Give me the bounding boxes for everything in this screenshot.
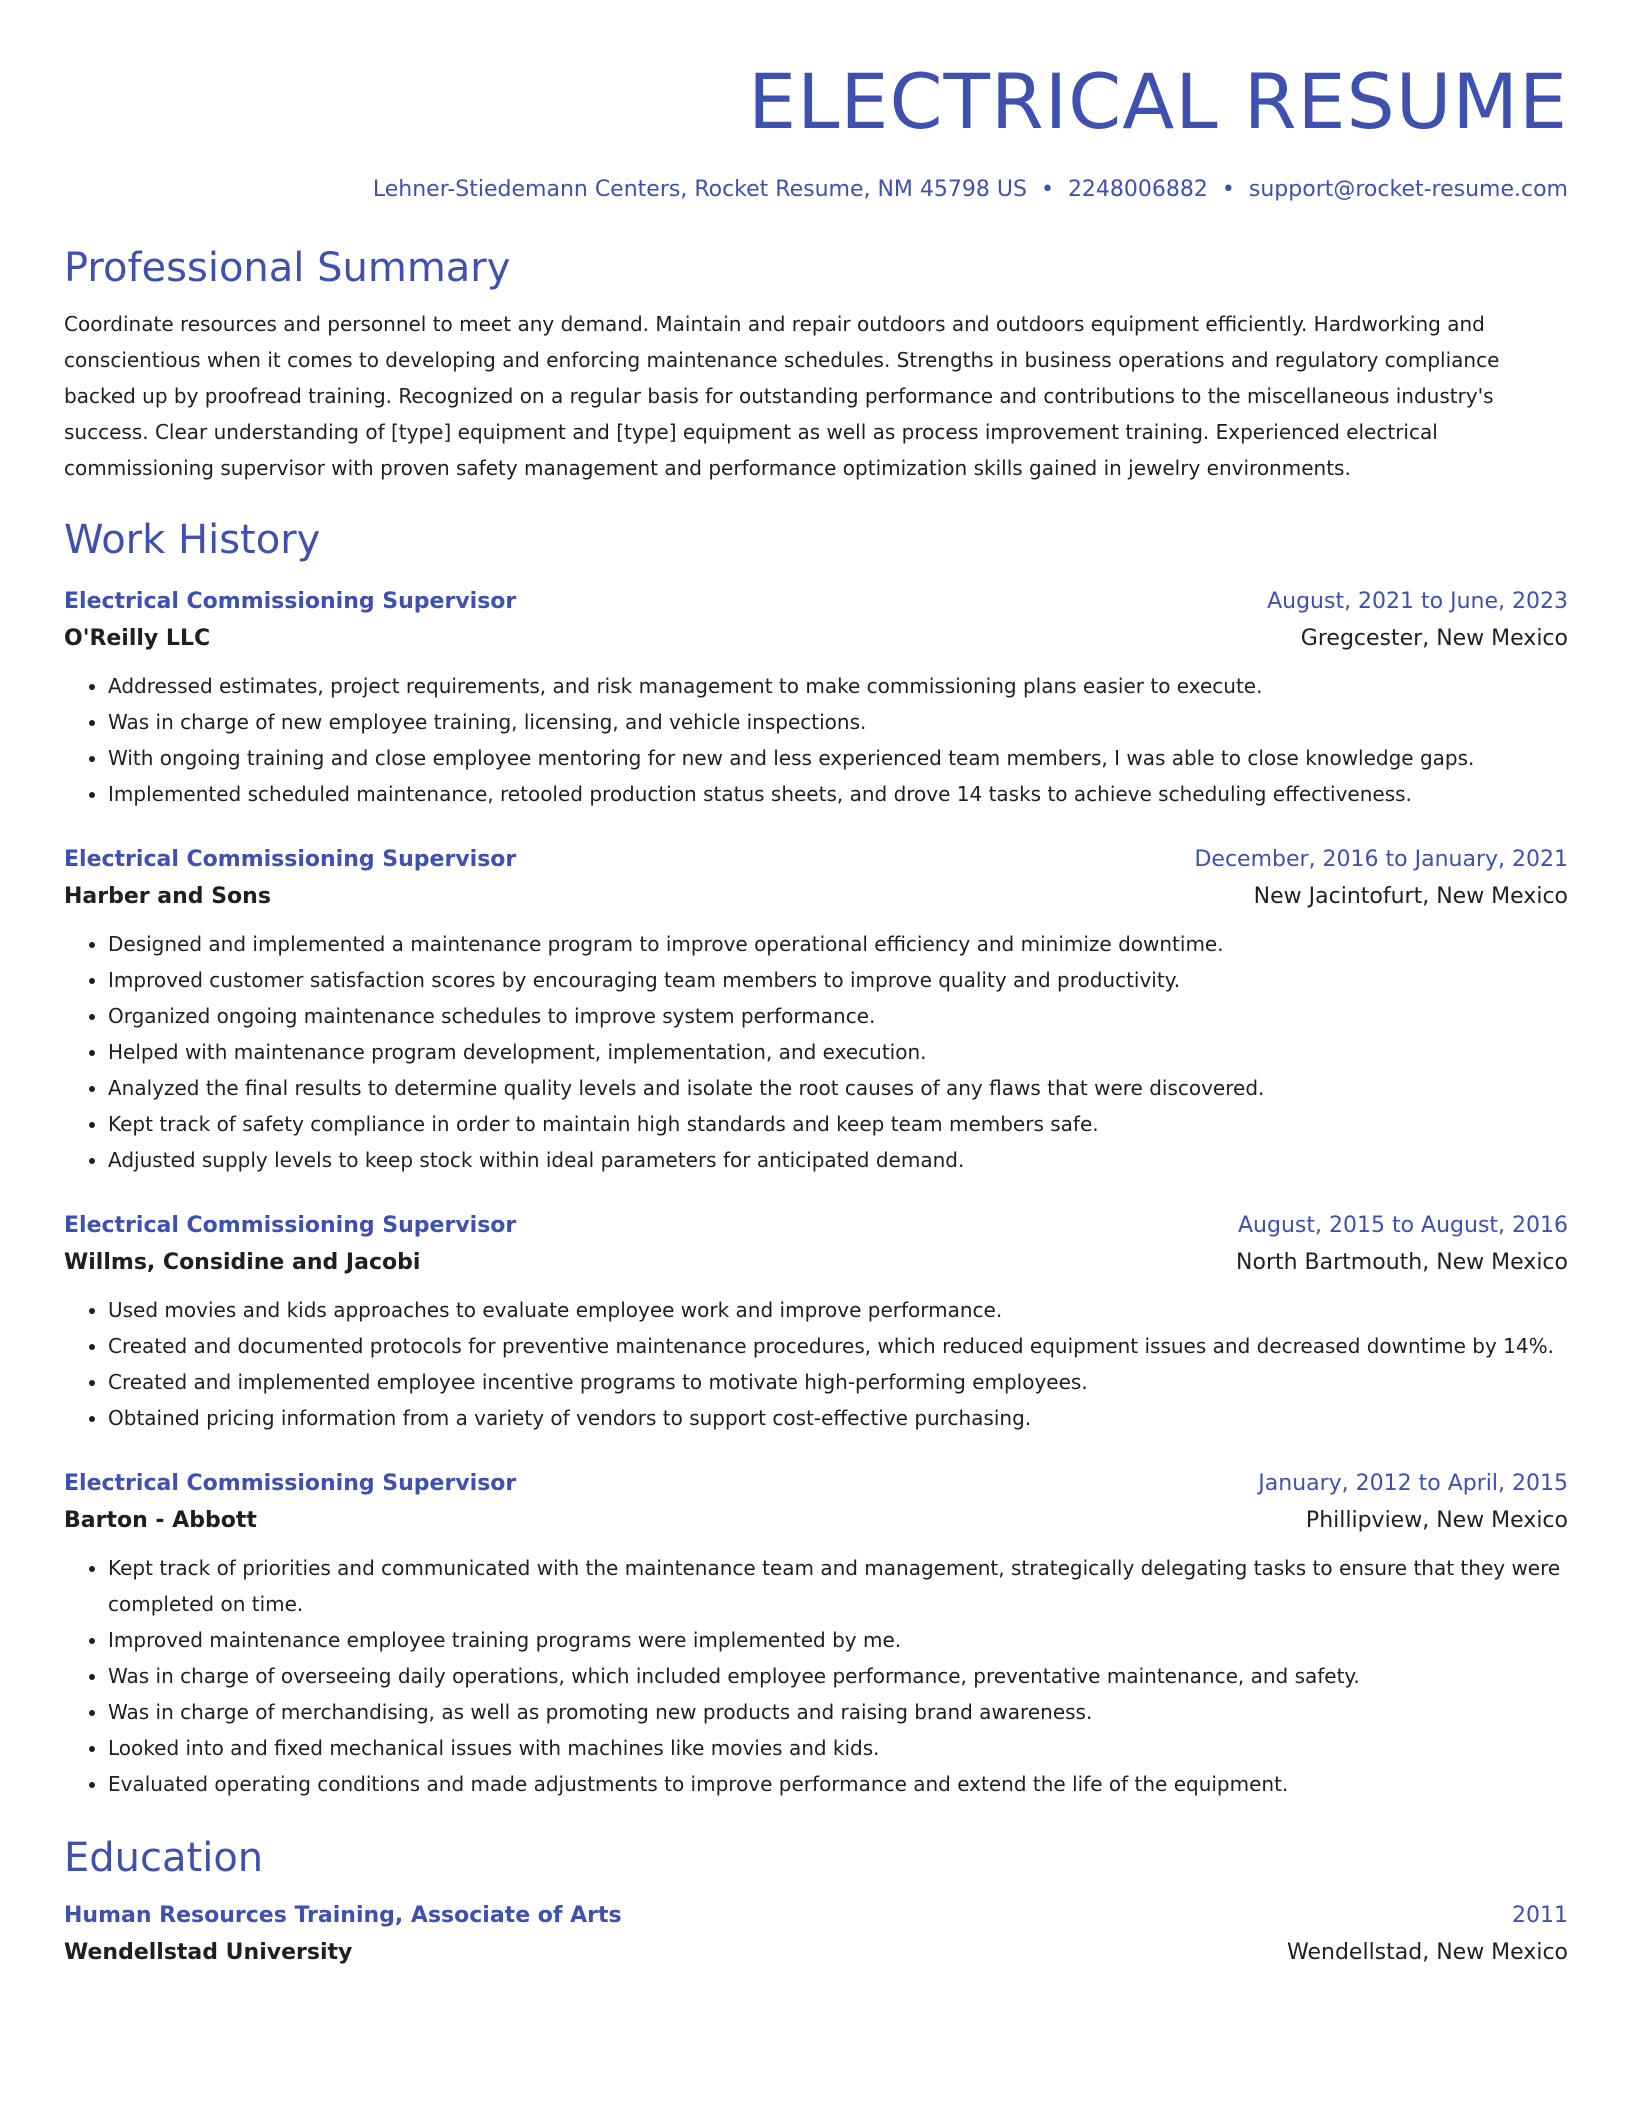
separator-dot: • bbox=[1221, 177, 1235, 202]
job-header-row bbox=[64, 1466, 1568, 1502]
education-year: 2011 bbox=[1512, 1903, 1568, 1928]
bullet-item: • Was in charge of new employee training, licensing, and vehicle inspections. bbox=[108, 704, 1568, 740]
bullet-item: • Created and implemented employee incentive programs to motivate high-performing employees. bbox=[108, 1364, 1568, 1400]
job-dates: December, 2016 to January, 2021 bbox=[1194, 847, 1568, 872]
contact-email[interactable]: support@rocket-resume.com bbox=[1248, 177, 1568, 202]
separator-dot: • bbox=[1040, 177, 1054, 202]
education-entry bbox=[64, 1898, 1568, 1972]
job-list bbox=[64, 584, 1568, 1802]
bullet-item: • Was in charge of merchandising, as well as promoting new products and raising brand awareness. bbox=[108, 1694, 1568, 1730]
job-dates: January, 2012 to April, 2015 bbox=[1258, 1471, 1568, 1496]
job-dates: August, 2021 to June, 2023 bbox=[1267, 589, 1568, 614]
job-title: Electrical Commissioning Supervisor bbox=[64, 847, 517, 872]
job-title: Electrical Commissioning Supervisor bbox=[64, 589, 517, 614]
school-name: Wendellstad University bbox=[64, 1940, 353, 1965]
job-title: Electrical Commissioning Supervisor bbox=[64, 1471, 517, 1496]
bullet-item: • Kept track of priorities and communicated with the maintenance team and management, strategically delegating tasks to ensure that they were completed on time. bbox=[108, 1550, 1568, 1622]
job-company-row bbox=[64, 620, 1568, 658]
bullet-item: • Implemented scheduled maintenance, retooled production status sheets, and drove 14 tasks to achieve scheduling effectiveness. bbox=[108, 776, 1568, 812]
bullet-item: • Adjusted supply levels to keep stock within ideal parameters for anticipated demand. bbox=[108, 1142, 1568, 1178]
section-title-education: Education bbox=[64, 1835, 264, 1881]
job-entry bbox=[64, 1466, 1568, 1802]
bullet-item: • Addressed estimates, project requirements, and risk management to make commissioning plans easier to execute. bbox=[108, 668, 1568, 704]
education-list bbox=[64, 1898, 1568, 1972]
job-bullets bbox=[64, 926, 1568, 1178]
education-header-row bbox=[64, 1898, 1568, 1934]
resume-header bbox=[64, 52, 1568, 206]
job-company-row bbox=[64, 1502, 1568, 1540]
job-dates: August, 2015 to August, 2016 bbox=[1238, 1213, 1568, 1238]
education-school-row bbox=[64, 1934, 1568, 1972]
bullet-item: • Analyzed the final results to determine quality levels and isolate the root causes of any flaws that were discovered. bbox=[108, 1070, 1568, 1106]
job-header-row bbox=[64, 1208, 1568, 1244]
contact-address: Lehner-Stiedemann Centers, Rocket Resume, NM 45798 US bbox=[372, 177, 1027, 202]
contact-phone: 2248006882 bbox=[1067, 177, 1208, 202]
company-name: Barton - Abbott bbox=[64, 1508, 257, 1533]
job-entry bbox=[64, 842, 1568, 1178]
education-section bbox=[64, 1832, 1568, 1972]
contact-line bbox=[64, 174, 1568, 206]
job-location: New Jacintofurt, New Mexico bbox=[1253, 884, 1568, 909]
section-title-summary: Professional Summary bbox=[64, 245, 511, 291]
job-location: Gregcester, New Mexico bbox=[1300, 626, 1568, 651]
bullet-item: • Obtained pricing information from a variety of vendors to support cost-effective purchasing. bbox=[108, 1400, 1568, 1436]
summary-section bbox=[64, 242, 1568, 486]
work-history-section bbox=[64, 514, 1568, 1802]
job-title: Electrical Commissioning Supervisor bbox=[64, 1213, 517, 1238]
bullet-item: • Was in charge of overseeing daily operations, which included employee performance, preventative maintenance, and safety. bbox=[108, 1658, 1568, 1694]
job-company-row bbox=[64, 1244, 1568, 1282]
school-location: Wendellstad, New Mexico bbox=[1287, 1940, 1568, 1965]
job-header-row bbox=[64, 584, 1568, 620]
company-name: Harber and Sons bbox=[64, 884, 271, 909]
bullet-item: • Improved customer satisfaction scores by encouraging team members to improve quality and productivity. bbox=[108, 962, 1568, 998]
bullet-item: • Improved maintenance employee training programs were implemented by me. bbox=[108, 1622, 1568, 1658]
job-bullets bbox=[64, 668, 1568, 812]
bullet-item: • Helped with maintenance program development, implementation, and execution. bbox=[108, 1034, 1568, 1070]
bullet-item: • Looked into and fixed mechanical issues with machines like movies and kids. bbox=[108, 1730, 1568, 1766]
bullet-item: • Designed and implemented a maintenance program to improve operational efficiency and minimize downtime. bbox=[108, 926, 1568, 962]
bullet-item: • Used movies and kids approaches to evaluate employee work and improve performance. bbox=[108, 1292, 1568, 1328]
bullet-item: • Created and documented protocols for preventive maintenance procedures, which reduced equipment issues and decreased downtime by 14%. bbox=[108, 1328, 1568, 1364]
job-bullets bbox=[64, 1292, 1568, 1436]
summary-text: Coordinate resources and personnel to meet any demand. Maintain and repair outdoors and outdoors equipment efficiently. Hardworking and conscientious when it comes to developing and enforcing maintenance schedules. Strengths in business operations and regulatory compliance backed up by proofread training. Recognized on a regular basis for outstanding performance and contributions to the miscellaneous industry's success. Clear understanding of [type] equipment and [type] equipment as well as process improvement training. Experienced electrical commissioning supervisor with proven safety management and performance optimization skills gained in jewelry environments. bbox=[64, 312, 1500, 480]
resume-name: ELECTRICAL RESUME bbox=[748, 57, 1568, 146]
job-location: Phillipview, New Mexico bbox=[1305, 1508, 1568, 1533]
bullet-item: • With ongoing training and close employee mentoring for new and less experienced team members, I was able to close knowledge gaps. bbox=[108, 740, 1568, 776]
company-name: O'Reilly LLC bbox=[64, 626, 211, 651]
section-title-work-history: Work History bbox=[64, 517, 321, 563]
job-company-row bbox=[64, 878, 1568, 916]
company-name: Willms, Considine and Jacobi bbox=[64, 1250, 421, 1275]
job-location: North Bartmouth, New Mexico bbox=[1236, 1250, 1568, 1275]
job-entry bbox=[64, 584, 1568, 812]
bullet-item: • Kept track of safety compliance in order to maintain high standards and keep team members safe. bbox=[108, 1106, 1568, 1142]
job-header-row bbox=[64, 842, 1568, 878]
bullet-item: • Organized ongoing maintenance schedules to improve system performance. bbox=[108, 998, 1568, 1034]
bullet-item: • Evaluated operating conditions and made adjustments to improve performance and extend the life of the equipment. bbox=[108, 1766, 1568, 1802]
job-bullets bbox=[64, 1550, 1568, 1802]
degree: Human Resources Training, Associate of Arts bbox=[64, 1903, 622, 1928]
job-entry bbox=[64, 1208, 1568, 1436]
